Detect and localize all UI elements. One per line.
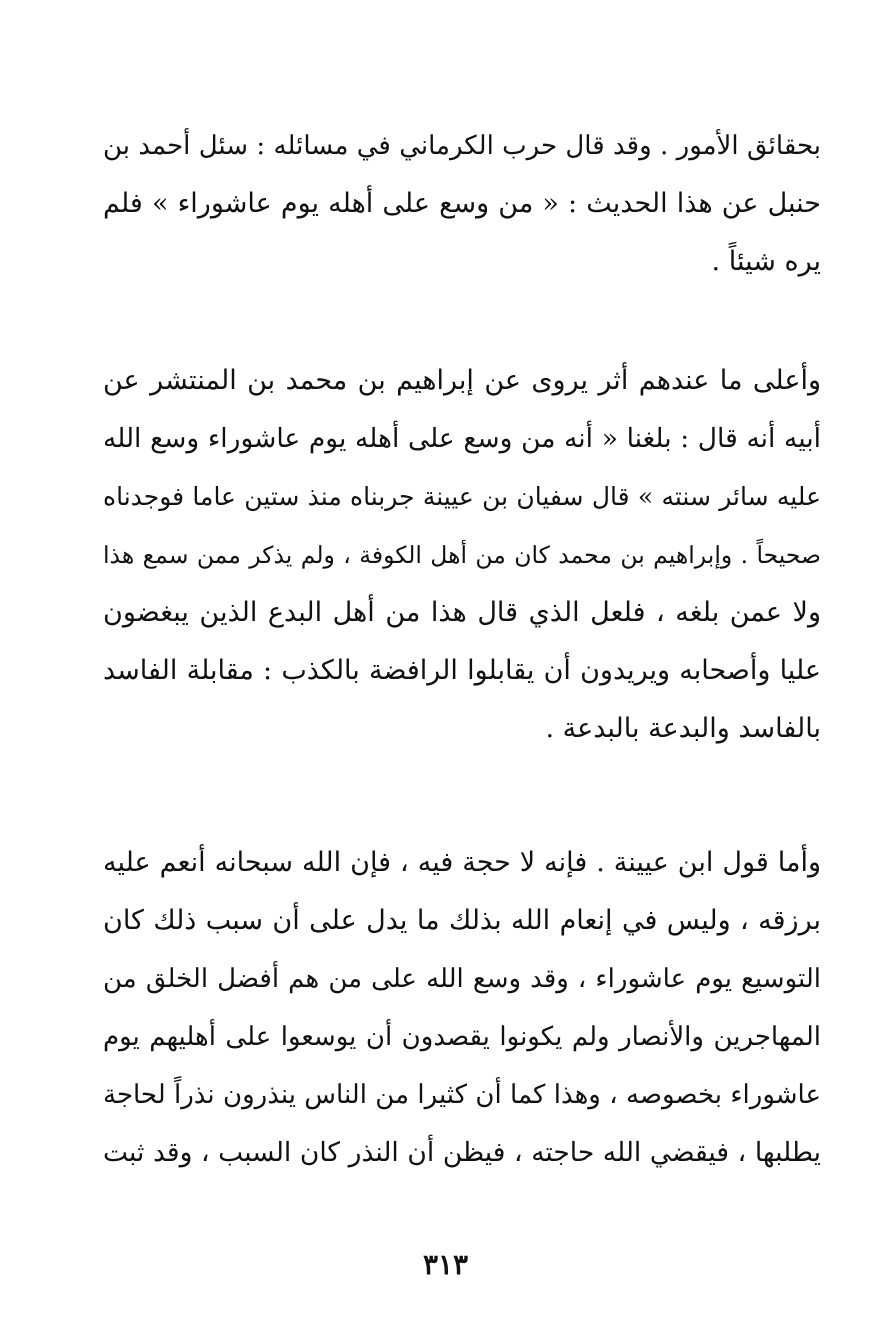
text-line: عليا وأصحابه ويريدون أن يقابلوا الرافضة بالكذب : مقابلة الفاسد [103, 655, 821, 686]
page-number: ٣١٣ [422, 1248, 469, 1281]
text-line: المهاجرين والأنصار ولم يكونوا يقصدون أن يوسعوا على أهليهم يوم [103, 1022, 821, 1052]
text-line: وأعلى ما عندهم أثر يروى عن إبراهيم بن محمد بن المنتشر عن [103, 365, 821, 396]
text-line: برزقه ، وليس في إنعام الله بذلك ما يدل على أن سبب ذلك كان [103, 905, 821, 936]
text-line: أبيه أنه قال : بلغنا « أنه من وسع على أهله يوم عاشوراء وسع الله [103, 423, 821, 454]
text-line: التوسيع يوم عاشوراء ، وقد وسع الله على من هم أفضل الخلق من [103, 964, 821, 994]
text-line: عاشوراء بخصوصه ، وهذا كما أن كثيرا من الناس ينذرون نذراً لحاجة [103, 1080, 821, 1110]
text-line: ولا عمن بلغه ، فلعل الذي قال هذا من أهل البدع الذين يبغضون [103, 597, 821, 628]
text-line: عليه سائر سنته » قال سفيان بن عيينة جربناه منذ ستين عاما فوجدناه [103, 482, 821, 511]
text-line: وأما قول ابن عيينة . فإنه لا حجة فيه ، فإن الله سبحانه أنعم عليه [103, 847, 821, 878]
text-line: صحيحاً . وإبراهيم بن محمد كان من أهل الكوفة ، ولم يذكر ممن سمع هذا [103, 541, 821, 569]
paragraph-3 [103, 834, 821, 1182]
paragraph-2 [103, 352, 821, 758]
text-line: حنبل عن هذا الحديث : « من وسع على أهله يوم عاشوراء » فلم [103, 188, 821, 219]
text-line: بحقائق الأمور . وقد قال حرب الكرماني في مسائله : سئل أحمد بن [103, 131, 821, 161]
text-line: يره شيئاً . [711, 246, 821, 277]
paragraph-1 [103, 117, 821, 291]
text-line: بالفاسد والبدعة بالبدعة . [545, 713, 821, 744]
text-line: يطلبها ، فيقضي الله حاجته ، فيظن أن النذر كان السبب ، وقد ثبت [103, 1137, 821, 1168]
